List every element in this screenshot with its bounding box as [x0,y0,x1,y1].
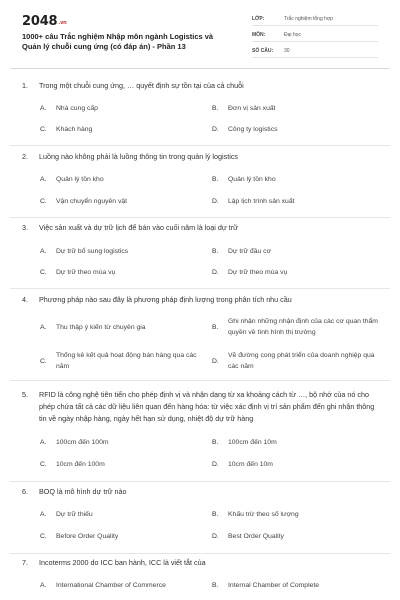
option-d[interactable] [212,196,382,207]
meta-row-count [252,45,378,58]
option-d[interactable] [212,350,382,372]
option-letter: A. [40,582,47,589]
option-letter: B. [212,582,219,589]
question-divider [10,553,390,554]
question-body: Luồng nào không phải là luồng thông tin trong quản lý logistics [39,152,239,161]
meta-label: MÔN: [252,32,266,38]
option-letter: A. [40,105,47,112]
question-divider [10,380,390,381]
option-letter: A. [40,439,47,446]
option-text: 10cm đến 10m [228,461,273,468]
option-c[interactable] [40,267,200,278]
question-divider [10,288,390,289]
option-text: Quản lý tồn kho [56,176,104,183]
meta-table [252,13,378,61]
option-b[interactable] [212,509,382,520]
option-text: Best Order Quality [228,533,284,540]
option-text: Khấu trừ theo số lượng [228,511,299,518]
logo-main: 2048 [22,14,58,29]
option-text: Khách hàng [56,126,93,133]
option-text: Vẽ đường cong phát triển của doanh nghiệp qua các năm [228,352,375,370]
option-b[interactable] [212,103,382,114]
option-d[interactable] [212,124,382,135]
question-number: 7. [22,558,28,567]
option-letter: B. [212,511,219,518]
option-letter: D. [212,269,219,276]
option-text: Thống kê kết quả hoạt động bán hàng qua các năm [56,352,197,370]
question-text [22,80,382,92]
meta-label: SỐ CÂU: [252,48,274,54]
option-text: Before Order Quality [56,533,119,540]
option-b[interactable] [212,316,382,338]
option-letter: C. [40,357,47,365]
option-text: Nhà cung cấp [56,105,98,112]
option-text: 10cm đến 100m [56,461,105,468]
option-a[interactable] [40,322,200,333]
option-text: Ghi nhận những nhận định của các cơ quan thẩm quyền về tình hình thị trường [228,318,378,336]
meta-value: Đại học [284,32,301,38]
option-c[interactable] [40,350,210,372]
question-body: Incoterms 2000 do ICC ban hành, ICC là viết tắt của [39,558,206,567]
option-letter: C. [40,198,47,205]
question-text [22,557,382,569]
option-letter: A. [40,324,47,331]
option-c[interactable] [40,196,200,207]
option-b[interactable] [212,246,382,257]
option-a[interactable] [40,437,200,448]
option-text: Dự trữ thiếu [56,511,93,518]
option-b[interactable] [212,580,382,591]
question-body: Phương pháp nào sau đây là phương pháp định lượng trong phân tích nhu cầu [39,295,292,304]
question-text [22,486,382,498]
option-text: Dự trữ theo mùa vụ [56,269,116,276]
meta-label: LỚP: [252,16,265,22]
option-text: Dự trữ đầu cơ [228,248,272,255]
option-letter: A. [40,248,47,255]
question-number: 3. [22,223,28,232]
option-text: Vận chuyển nguyên vật [56,198,128,205]
meta-value: 30 [284,48,290,54]
option-text: 100cm đến 100m [56,439,109,446]
question-text [22,294,382,306]
option-c[interactable] [40,124,200,135]
option-letter: C. [40,126,47,133]
option-letter: D. [212,533,219,540]
option-d[interactable] [212,459,382,470]
option-a[interactable] [40,103,200,114]
meta-value: Trắc nghiệm tổng hợp [284,16,333,22]
option-a[interactable] [40,580,205,591]
question-divider [10,145,390,146]
meta-row-class [252,13,378,26]
document-title: 1000+ câu Trắc nghiệm Nhập môn ngành Logistics và Quản lý chuỗi cung ứng (có đáp án) - Phần 13 [22,32,214,51]
option-a[interactable] [40,174,200,185]
question-number: 2. [22,152,28,161]
option-letter: D. [212,461,219,468]
option-letter: A. [40,176,47,183]
option-letter: B. [212,439,219,446]
question-body: RFID là công nghệ tiên tiến cho phép định vị và nhận dạng từ xa khoảng cách từ …, bộ nhớ của nó cho phép chứa tất cả các dữ liệu liên quan đến hàng hóa: từ việc xác định vị trí sản phẩm đến ghi nhận thông tin về ngày nhập hàng, ngày hết hạn sử dụng, nhiệt độ dự trữ hàng [39,390,375,423]
option-letter: C. [40,533,47,540]
question-text [22,389,382,425]
question-text [22,151,382,163]
option-text: Quản lý tồn kho [228,176,276,183]
document-header [0,0,400,68]
question-body: Việc sản xuất và dự trữ lịch để bán vào cuối năm là loại dự trữ [39,223,238,232]
option-letter: C. [40,269,47,276]
option-letter: A. [40,511,47,518]
option-b[interactable] [212,174,382,185]
option-letter: D. [212,357,219,365]
option-text: Đơn vị sản xuất [228,105,276,112]
question-body: BOQ là mô hình dự trữ nào [39,487,127,496]
option-text: Lập lịch trình sản xuất [228,198,295,205]
question-number: 6. [22,487,28,496]
option-text: Internal Chamber of Complete [228,582,320,589]
site-logo[interactable] [22,14,67,29]
option-a[interactable] [40,246,200,257]
option-text: Công ty logistics [228,126,278,133]
option-text: International Chamber of Commerce [56,582,166,589]
question-divider [10,481,390,482]
question-body: Trong một chuỗi cung ứng, … quyết định sự tồn tại của cả chuỗi [39,81,244,90]
meta-row-subject [252,29,378,42]
option-letter: C. [40,461,47,468]
question-number: 1. [22,81,28,90]
option-letter: B. [212,105,219,112]
question-text [22,222,382,234]
option-text: Dự trữ bổ sung logistics [56,248,129,255]
option-d[interactable] [212,267,382,278]
option-letter: B. [212,176,219,183]
question-divider [10,217,390,218]
option-letter: D. [212,126,219,133]
option-text: Dự trữ theo mùa vụ [228,269,288,276]
option-letter: D. [212,198,219,205]
option-d[interactable] [212,531,382,542]
option-letter: B. [212,248,219,255]
option-b[interactable] [212,437,382,448]
header-divider [10,68,390,69]
option-letter: B. [212,323,219,331]
option-c[interactable] [40,531,200,542]
question-number: 5. [22,390,28,399]
logo-sub: .vn [58,20,67,26]
option-text: 100cm đến 10m [228,439,277,446]
question-number: 4. [22,295,28,304]
option-a[interactable] [40,509,200,520]
option-c[interactable] [40,459,200,470]
option-text: Thu thập ý kiến từ chuyên gia [56,324,146,331]
